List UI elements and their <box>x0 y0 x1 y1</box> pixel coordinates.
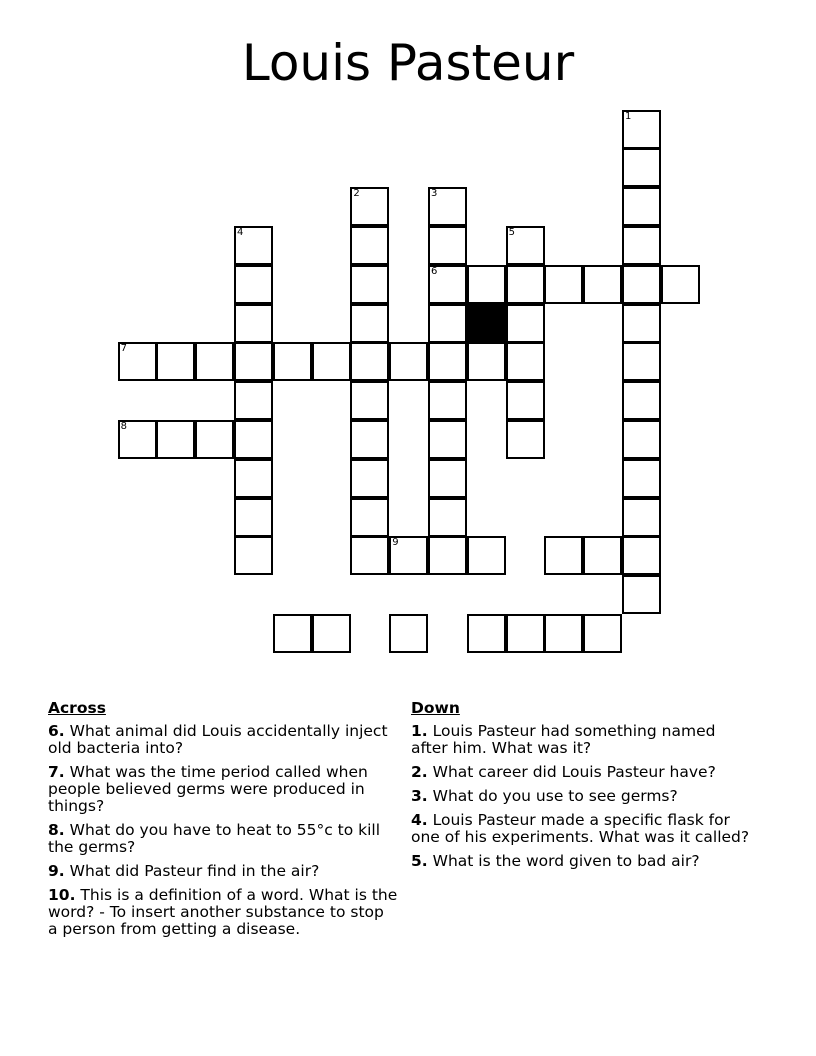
grid-cell[interactable] <box>467 614 506 653</box>
page-title: Louis Pasteur <box>241 34 575 92</box>
grid-cell[interactable] <box>118 420 157 459</box>
grid-cell[interactable] <box>661 265 700 304</box>
grid-cell[interactable] <box>622 575 661 614</box>
clue-across-6 <box>48 723 398 757</box>
grid-cell[interactable] <box>428 381 467 420</box>
clue-text: What is the word given to bad air? <box>432 852 700 870</box>
grid-cell[interactable] <box>350 304 389 343</box>
grid-cell[interactable] <box>506 265 545 304</box>
clue-across-10 <box>48 887 398 938</box>
grid-cell[interactable] <box>428 536 467 575</box>
grid-cell[interactable] <box>389 342 428 381</box>
grid-cell[interactable] <box>622 498 661 537</box>
clue-number: 8. <box>48 821 65 839</box>
grid-cell[interactable] <box>622 187 661 226</box>
across-heading: Across <box>48 699 106 717</box>
clue-number: 10. <box>48 886 76 904</box>
grid-cell[interactable] <box>273 342 312 381</box>
clue-number-label: 7 <box>120 343 127 355</box>
clue-number: 7. <box>48 763 65 781</box>
down-clues <box>411 700 751 877</box>
across-clues <box>48 700 398 945</box>
grid-cell[interactable] <box>312 342 351 381</box>
grid-cell[interactable] <box>428 420 467 459</box>
grid-cell[interactable] <box>234 381 273 420</box>
grid-cell[interactable] <box>350 381 389 420</box>
grid-cell[interactable] <box>389 614 428 653</box>
grid-cell[interactable] <box>350 265 389 304</box>
clue-across-7 <box>48 764 398 815</box>
grid-cell[interactable] <box>544 536 583 575</box>
grid-cell[interactable] <box>273 614 312 653</box>
clue-number-label: 4 <box>237 227 244 238</box>
grid-cell[interactable] <box>622 304 661 343</box>
grid-cell[interactable] <box>428 304 467 343</box>
grid-cell[interactable] <box>195 420 234 459</box>
clue-number: 3. <box>411 787 428 805</box>
clue-number-label: 5 <box>508 227 515 238</box>
clue-down-3 <box>411 788 751 805</box>
clue-down-5 <box>411 853 751 870</box>
clue-text: This is a definition of a word. What is the word? - To insert another substance to stop a person from getting a disease. <box>48 886 398 938</box>
down-heading: Down <box>411 699 460 717</box>
grid-cell[interactable] <box>583 536 622 575</box>
grid-cell[interactable] <box>234 226 273 265</box>
grid-cell[interactable] <box>350 420 389 459</box>
grid-cell[interactable] <box>234 459 273 498</box>
grid-cell[interactable] <box>622 226 661 265</box>
grid-cell[interactable] <box>234 498 273 537</box>
grid-cell[interactable] <box>428 498 467 537</box>
grid-cell[interactable] <box>467 342 506 381</box>
clue-number-label: 2 <box>353 188 360 200</box>
grid-cell[interactable] <box>622 265 661 304</box>
grid-cell[interactable] <box>428 226 467 265</box>
grid-cell[interactable] <box>156 420 195 459</box>
grid-cell[interactable] <box>544 614 583 653</box>
clue-number: 4. <box>411 811 428 829</box>
clue-down-4 <box>411 812 751 846</box>
clue-text: What do you have to heat to 55°c to kill the germs? <box>48 821 381 856</box>
grid-cell[interactable] <box>622 148 661 187</box>
clue-text: What career did Louis Pasteur have? <box>432 763 716 781</box>
clue-across-9 <box>48 863 398 880</box>
clue-down-1 <box>411 723 751 757</box>
grid-cell[interactable] <box>195 342 234 381</box>
grid-cell[interactable] <box>506 614 545 653</box>
grid-cell[interactable] <box>583 265 622 304</box>
clue-number: 2. <box>411 763 428 781</box>
grid-cell[interactable] <box>234 265 273 304</box>
grid-cell[interactable] <box>234 536 273 575</box>
grid-cell[interactable] <box>622 420 661 459</box>
grid-cell[interactable] <box>622 459 661 498</box>
clue-across-8 <box>48 822 398 856</box>
clue-text: Louis Pasteur made a specific flask for one of his experiments. What was it called? <box>411 811 750 846</box>
clue-number-label: 8 <box>120 421 127 432</box>
grid-cell[interactable] <box>428 187 467 226</box>
clue-text: Louis Pasteur had something named after him. What was it? <box>411 722 716 757</box>
clue-number: 9. <box>48 862 65 880</box>
grid-cell[interactable] <box>622 381 661 420</box>
clue-number-label: 1 <box>625 110 632 122</box>
grid-cell[interactable] <box>506 381 545 420</box>
grid-cell[interactable] <box>350 342 389 381</box>
grid-cell[interactable] <box>350 536 389 575</box>
grid-cell[interactable] <box>234 420 273 459</box>
grid-cell[interactable] <box>506 226 545 265</box>
grid-cell[interactable] <box>350 459 389 498</box>
grid-cell[interactable] <box>118 342 157 381</box>
black-cell <box>467 304 506 343</box>
grid-cell[interactable] <box>428 342 467 381</box>
clue-number: 1. <box>411 722 428 740</box>
clue-text: What do you use to see germs? <box>432 787 678 805</box>
grid-cell[interactable] <box>622 110 661 149</box>
grid-cell[interactable] <box>428 459 467 498</box>
grid-cell[interactable] <box>428 265 467 304</box>
clue-text: What animal did Louis accidentally inject old bacteria into? <box>48 722 388 757</box>
grid-cell[interactable] <box>156 342 195 381</box>
clue-number-label: 9 <box>392 537 399 549</box>
grid-cell[interactable] <box>583 614 622 653</box>
grid-cell[interactable] <box>234 342 273 381</box>
grid-cell[interactable] <box>234 304 273 343</box>
grid-cell[interactable] <box>350 498 389 537</box>
grid-cell[interactable] <box>506 342 545 381</box>
clue-text: What was the time period called when people believed germs were produced in things? <box>48 763 368 815</box>
clue-number: 6. <box>48 722 65 740</box>
grid-cell[interactable] <box>312 614 351 653</box>
grid-cell[interactable] <box>389 536 428 575</box>
grid-cell[interactable] <box>350 226 389 265</box>
grid-cell[interactable] <box>467 265 506 304</box>
clue-down-2 <box>411 764 751 781</box>
clue-number: 5. <box>411 852 428 870</box>
clue-number-label: 6 <box>431 265 438 277</box>
grid-cell[interactable] <box>506 304 545 343</box>
grid-cell[interactable] <box>544 265 583 304</box>
clue-number-label: 3 <box>431 188 438 200</box>
grid-cell[interactable] <box>350 187 389 226</box>
grid-cell[interactable] <box>467 536 506 575</box>
grid-cell[interactable] <box>622 536 661 575</box>
clue-text: What did Pasteur find in the air? <box>69 862 320 880</box>
grid-cell[interactable] <box>622 342 661 381</box>
grid-cell[interactable] <box>506 420 545 459</box>
